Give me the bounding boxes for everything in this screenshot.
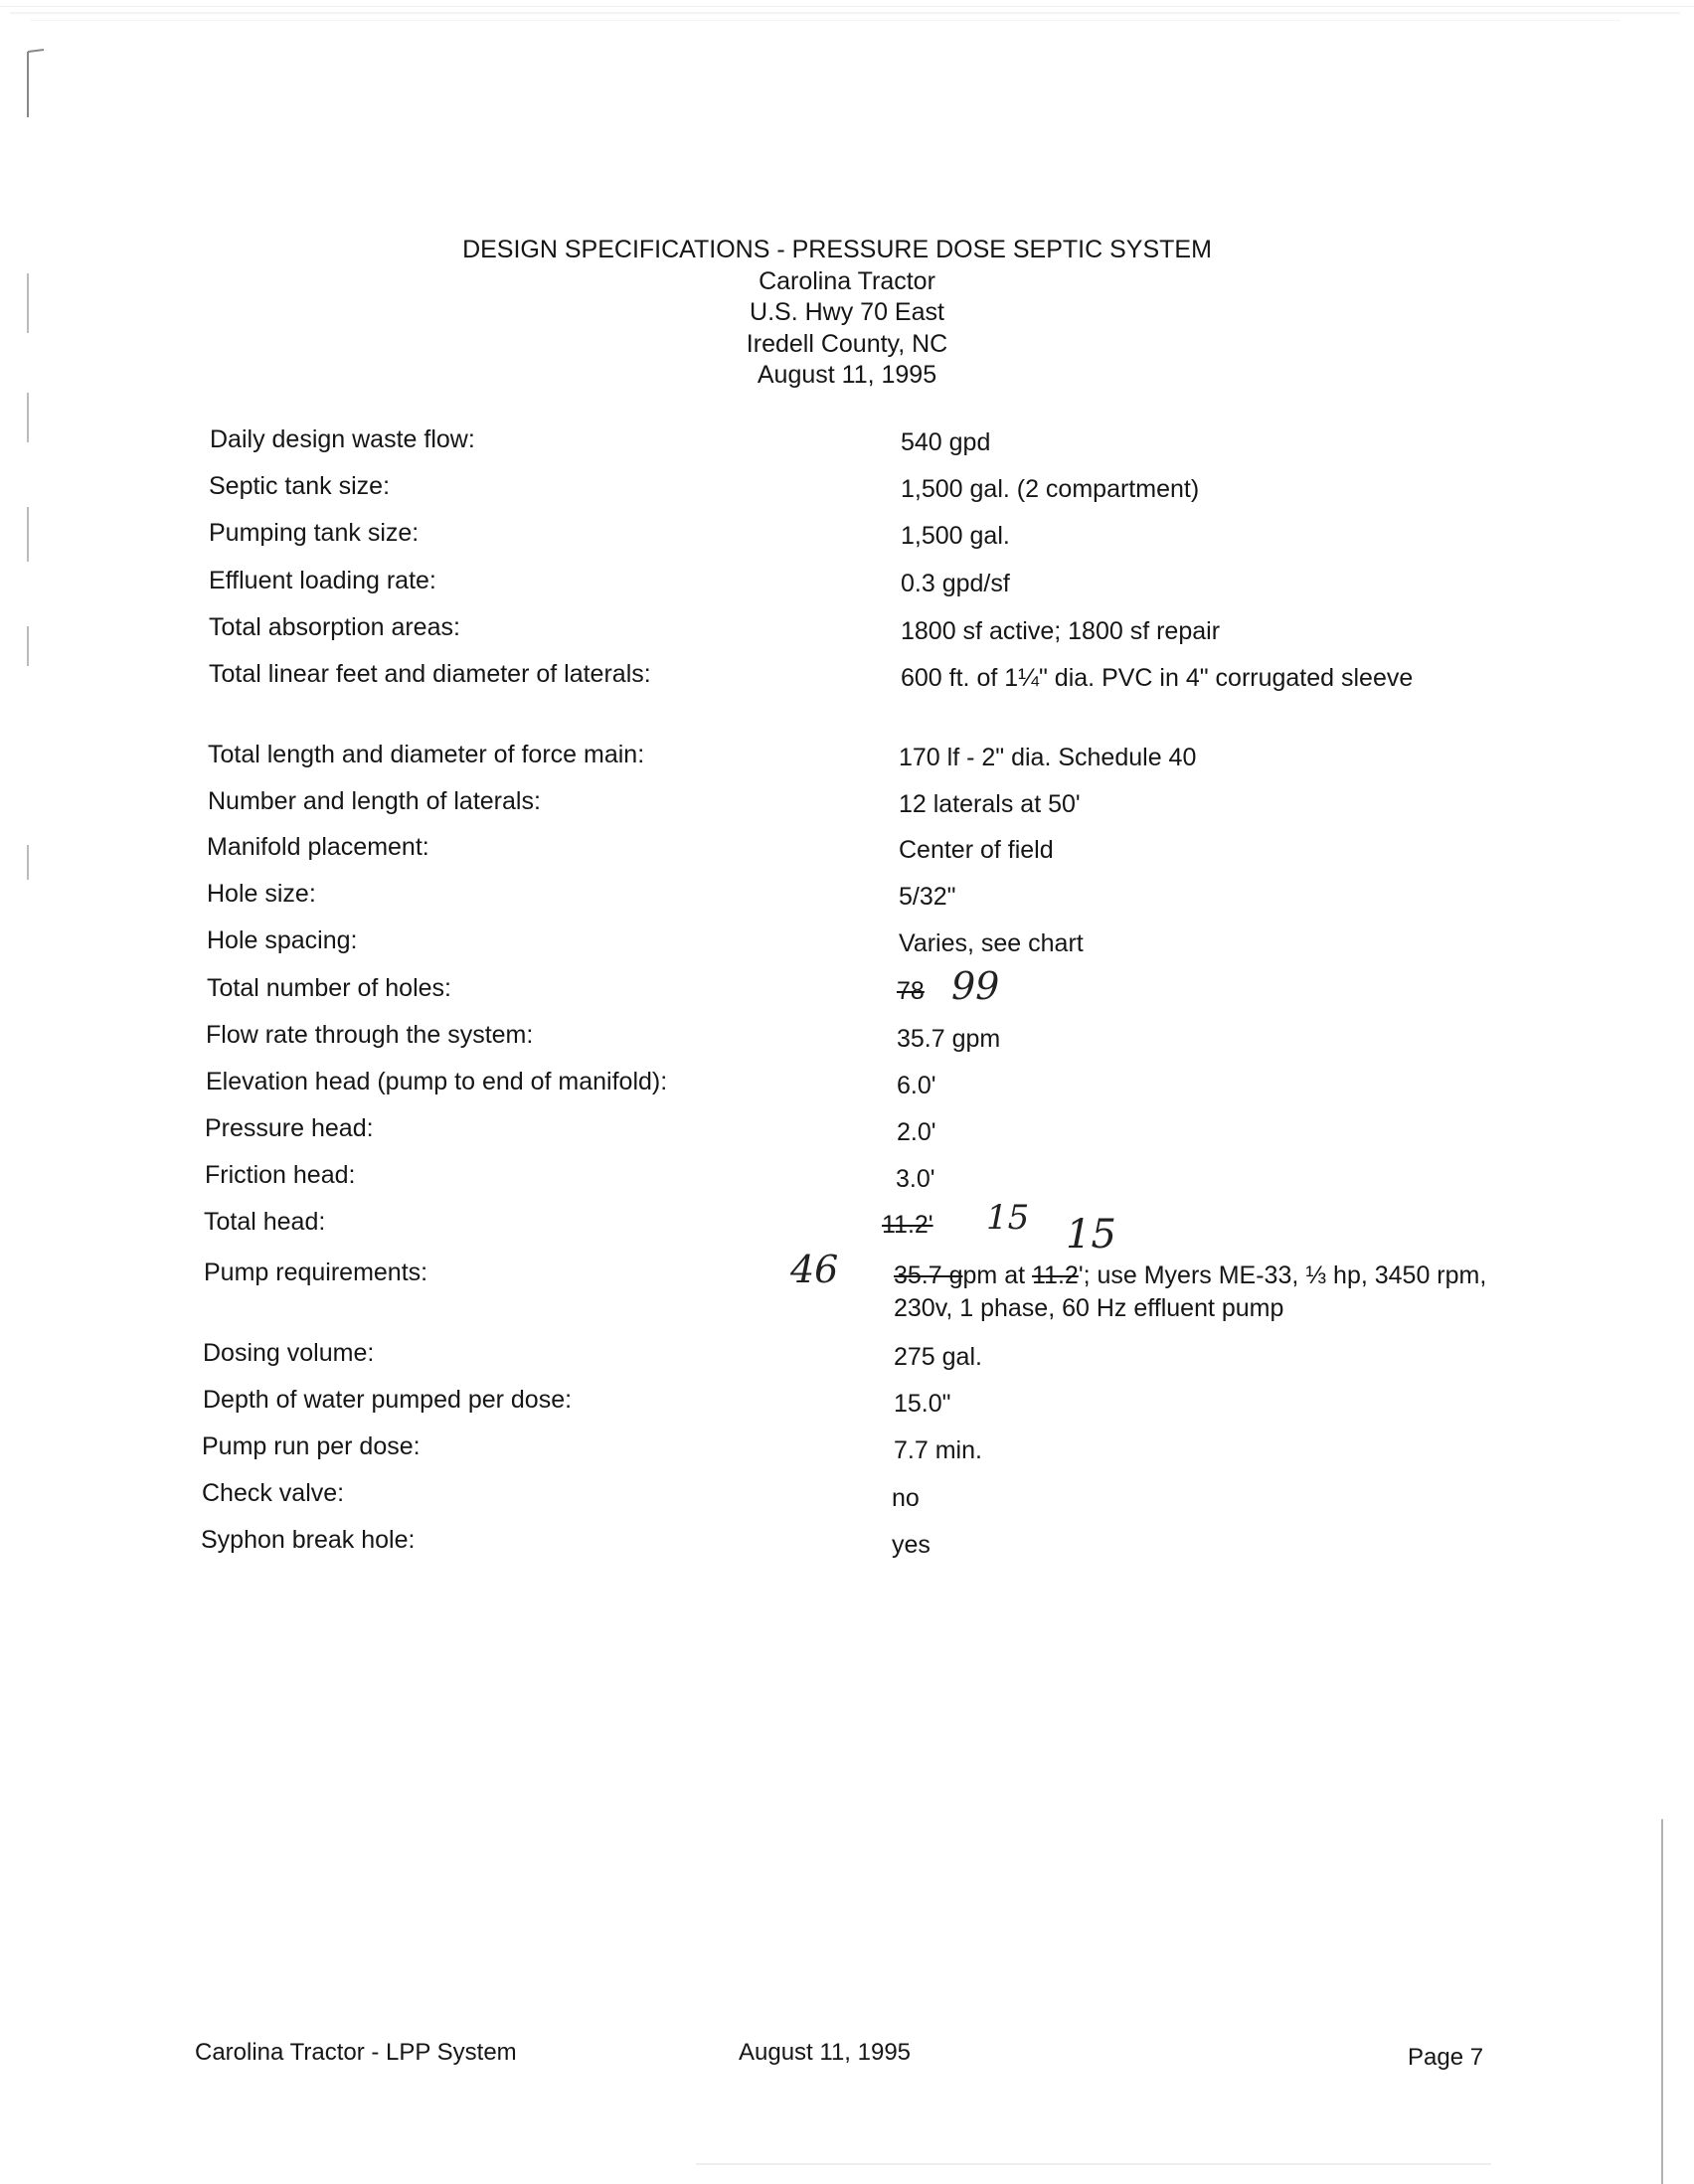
spec-value: 35.7 gpm bbox=[897, 1025, 1001, 1053]
spec-value: 2.0' bbox=[897, 1118, 936, 1146]
spec-value: 1,500 gal. bbox=[901, 522, 1010, 550]
spec-value: 6.0' bbox=[897, 1072, 936, 1099]
spec-value: 3.0' bbox=[896, 1165, 935, 1193]
spec-label: Hole size: bbox=[207, 880, 316, 908]
spec-label: Total absorption areas: bbox=[209, 613, 460, 641]
spec-value: 600 ft. of 1¼" dia. PVC in 4" corrugated sleeve bbox=[901, 664, 1414, 692]
document-title: DESIGN SPECIFICATIONS - PRESSURE DOSE SEPTIC SYSTEM bbox=[462, 236, 1212, 263]
spec-text: pm at bbox=[962, 1261, 1032, 1289]
struck-value: 35.7 g bbox=[894, 1261, 963, 1289]
spec-label: Total linear feet and diameter of laterals: bbox=[209, 660, 651, 688]
spec-label: Pressure head: bbox=[205, 1114, 374, 1142]
spec-value: 275 gal. bbox=[894, 1343, 982, 1371]
spec-value-pump-requirements bbox=[894, 1260, 1510, 1325]
spec-label: Total head: bbox=[204, 1208, 326, 1236]
spec-value: 7.7 min. bbox=[894, 1436, 982, 1464]
spec-label: Effluent loading rate: bbox=[209, 567, 436, 594]
struck-value: 78 bbox=[897, 977, 925, 1005]
spec-label: Daily design waste flow: bbox=[210, 425, 475, 453]
spec-value: no bbox=[892, 1484, 920, 1512]
spec-label: Friction head: bbox=[205, 1161, 356, 1189]
spec-text: '; use Myers ME-33, ⅓ hp, 3450 rpm, 230v, 1 phase, 60 Hz effluent pump bbox=[894, 1261, 1487, 1322]
handwritten-correction: 15 bbox=[986, 1198, 1030, 1238]
header-date: August 11, 1995 bbox=[757, 361, 937, 389]
handwritten-correction: 99 bbox=[951, 964, 1000, 1008]
spec-label: Pumping tank size: bbox=[209, 519, 420, 547]
footer-date: August 11, 1995 bbox=[739, 2039, 912, 2066]
spec-value: 1,500 gal. (2 compartment) bbox=[901, 475, 1200, 503]
document-header bbox=[0, 235, 1694, 392]
spec-label: Depth of water pumped per dose: bbox=[203, 1386, 573, 1414]
footer-left: Carolina Tractor - LPP System bbox=[195, 2039, 517, 2066]
spec-value: 5/32" bbox=[899, 883, 956, 911]
struck-value: 11.2' bbox=[882, 1211, 933, 1239]
spec-label: Syphon break hole: bbox=[201, 1526, 416, 1554]
spec-value: yes bbox=[892, 1531, 931, 1559]
spec-value: Center of field bbox=[899, 836, 1054, 864]
handwritten-note: 46 bbox=[790, 1248, 839, 1291]
address-line: U.S. Hwy 70 East bbox=[750, 298, 944, 326]
handwritten-correction: 15 bbox=[1066, 1212, 1116, 1258]
spec-value: 1800 sf active; 1800 sf repair bbox=[901, 617, 1221, 645]
spec-value: 0.3 gpd/sf bbox=[901, 570, 1010, 597]
spec-value: 170 lf - 2" dia. Schedule 40 bbox=[899, 744, 1197, 771]
page-number: Page 7 bbox=[1408, 2044, 1484, 2071]
spec-label: Pump requirements: bbox=[204, 1259, 428, 1286]
spec-label: Total number of holes: bbox=[207, 974, 451, 1002]
company-name: Carolina Tractor bbox=[759, 266, 935, 295]
spec-value: Varies, see chart bbox=[899, 929, 1084, 957]
county-line: Iredell County, NC bbox=[746, 329, 948, 358]
spec-value: 15.0" bbox=[894, 1390, 951, 1418]
spec-label: Flow rate through the system: bbox=[206, 1021, 534, 1049]
struck-value: 11.2 bbox=[1032, 1261, 1079, 1289]
spec-label: Hole spacing: bbox=[207, 926, 358, 954]
spec-label: Septic tank size: bbox=[209, 472, 391, 500]
spec-label: Check valve: bbox=[202, 1479, 345, 1507]
spec-value: 540 gpd bbox=[901, 428, 991, 456]
spec-label: Manifold placement: bbox=[207, 833, 429, 861]
spec-label: Pump run per dose: bbox=[202, 1432, 421, 1460]
spec-label: Elevation head (pump to end of manifold): bbox=[206, 1068, 668, 1095]
spec-label: Total length and diameter of force main: bbox=[208, 741, 645, 768]
spec-label: Dosing volume: bbox=[203, 1339, 375, 1367]
spec-label: Number and length of laterals: bbox=[208, 787, 541, 815]
spec-value: 12 laterals at 50' bbox=[899, 790, 1081, 818]
spec-value-total-head bbox=[882, 1210, 1518, 1241]
